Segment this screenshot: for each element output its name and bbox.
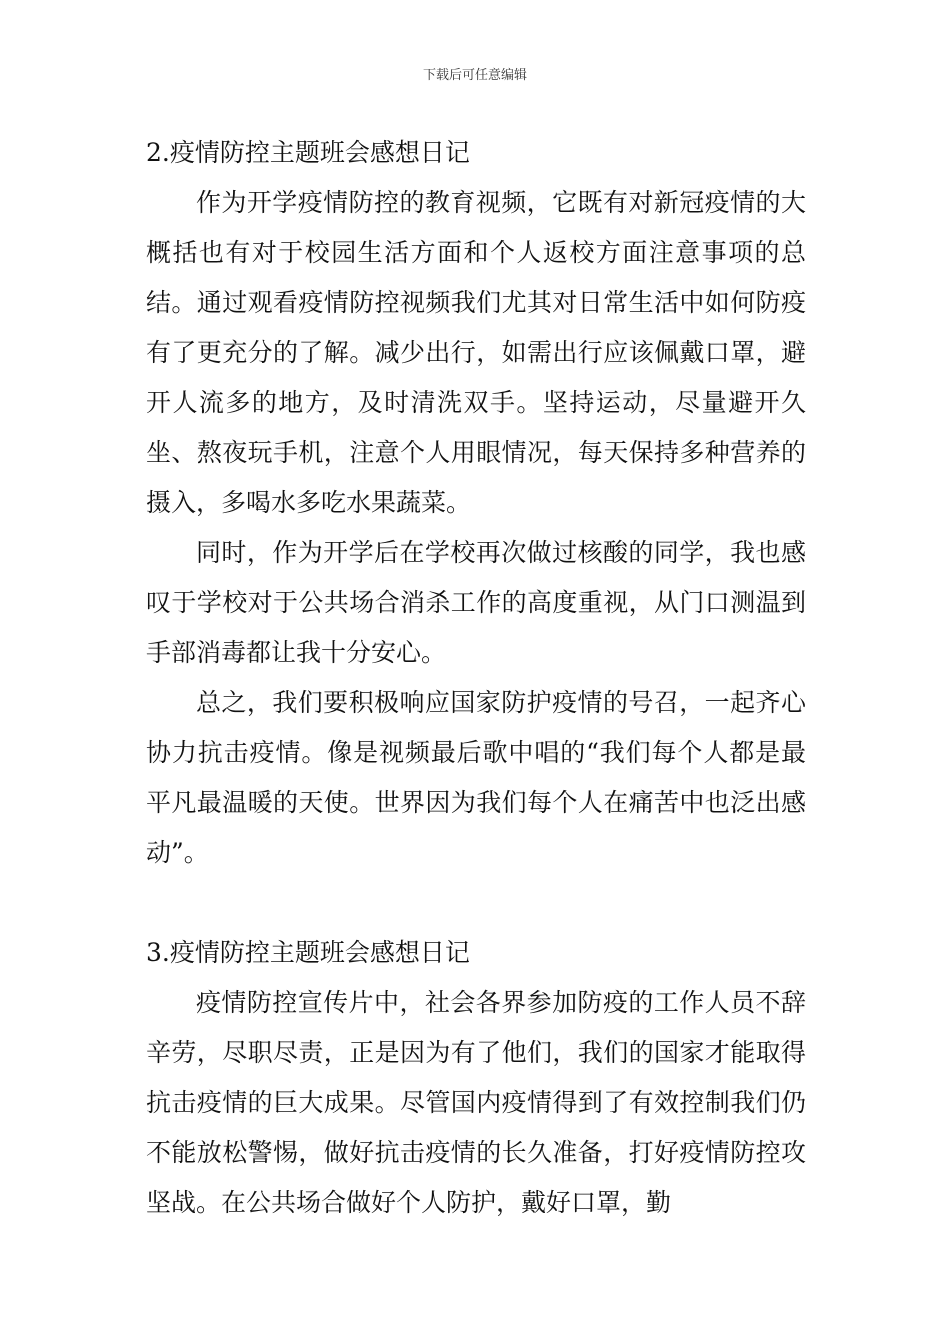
page-header-note: 下载后可任意编辑 (422, 68, 527, 83)
section-spacer (146, 878, 806, 928)
section-heading: 3.疫情防控主题班会感想日记 (146, 938, 470, 967)
section-3 (146, 928, 806, 1228)
document-body (146, 128, 806, 1228)
paragraph: 总之，我们要积极响应国家防护疫情的号召，一起齐心协力抗击疫情。像是视频最后歌中唱的“我们每个人都是最平凡最温暖的天使。世界因为我们每个人在痛苦中也泛出感动”。 (146, 688, 806, 867)
paragraph: 作为开学疫情防控的教育视频，它既有对新冠疫情的大概括也有对于校园生活方面和个人返校方面注意事项的总结。通过观看疫情防控视频我们尤其对日常生活中如何防疫有了更充分的了解。减少出行，如需出行应该佩戴口罩，避开人流多的地方，及时清洗双手。坚持运动，尽量避开久坐、熬夜玩手机，注意个人用眼情况，每天保持多种营养的摄入，多喝水多吃水果蔬菜。 (146, 188, 806, 517)
paragraph: 同时，作为开学后在学校再次做过核酸的同学，我也感叹于学校对于公共场合消杀工作的高度重视，从门口测温到手部消毒都让我十分安心。 (146, 538, 806, 667)
paragraph: 疫情防控宣传片中，社会各界参加防疫的工作人员不辞辛劳，尽职尽责，正是因为有了他们，我们的国家才能取得抗击疫情的巨大成果。尽管国内疫情得到了有效控制我们仍不能放松警惕，做好抗击疫情的长久准备，打好疫情防控攻坚战。在公共场合做好个人防护，戴好口罩，勤 (146, 988, 806, 1217)
section-heading: 2.疫情防控主题班会感想日记 (146, 138, 470, 167)
section-2 (146, 128, 806, 878)
